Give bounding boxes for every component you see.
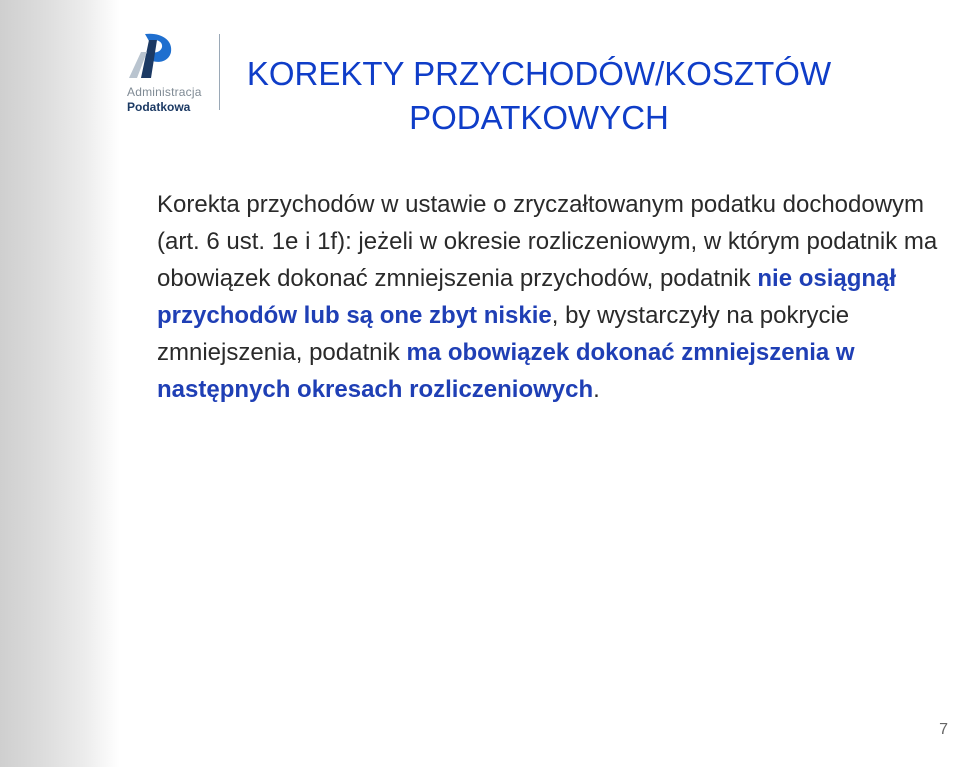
title-line-2: PODATKOWYCH: [409, 99, 669, 136]
body-emphasis-2: ma obowiązek dokonać zmniejszenia w następnych okresach rozliczeniowych: [157, 339, 855, 403]
ap-logo-icon: [127, 30, 187, 82]
title-line-1: KOREKTY PRZYCHODÓW/KOSZTÓW: [246, 55, 832, 92]
left-gradient-strip: [0, 0, 120, 767]
body-text-part-1: Korekta przychodów w ustawie o zryczałtowanym podatku dochodowym (art. 6 ust. 1e i 1f): jeżeli w okresie rozliczeniowym, w którym podatnik ma obowiązek dokonać zmniejszenia przychodów, podatnik: [157, 191, 938, 292]
slide-title: [189, 52, 889, 140]
body-text-part-2: , by wystarczyły na pokrycie zmniejszenia, podatnik: [157, 302, 850, 366]
logo-text-administracja: Administracja: [127, 85, 202, 99]
logo-text-podatkowa: Podatkowa: [127, 100, 191, 114]
body-emphasis-1: nie osiągnął przychodów lub są one zbyt niskie: [157, 265, 897, 329]
slide-body-paragraph: [157, 186, 957, 408]
body-text-part-3: .: [593, 376, 600, 403]
page-number: 7: [939, 721, 948, 738]
